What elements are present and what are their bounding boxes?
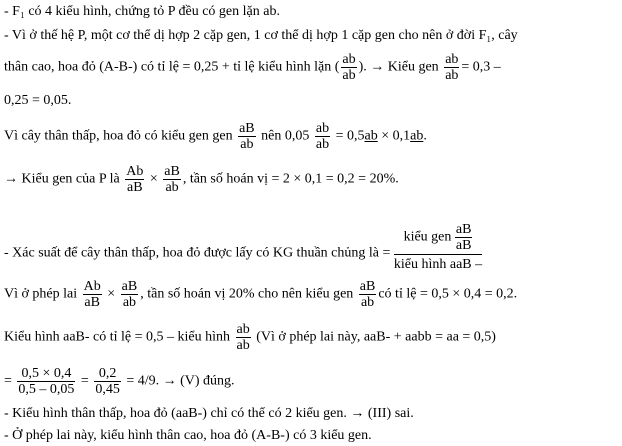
fraction-ab-ab: $\frac{ab}{ab}$ (236, 322, 250, 353)
fraction-probability: kiểu gen $\frac{aB}{aB}$ kiểu hình aaB – (393, 222, 483, 272)
fraction-aB-ab: $\frac{aB}{ab}$ (239, 121, 255, 152)
line-11: - Kiểu hình thân thấp, hoa đỏ (aaB-) chỉ có thể có 2 kiểu gen. → (III) sai. (4, 406, 414, 421)
line-12: - Ở phép lai này, kiểu hình thân cao, hoa đỏ (A-B-) có 3 kiểu gen. (4, 428, 372, 443)
fraction-aB-ab: $\frac{aB}{ab}$ (164, 164, 180, 195)
line-9: Kiểu hình aaB- có tỉ lệ = 0,5 – kiểu hình $\frac{ab}{ab}$ (Vì ở phép lai này, aaB- + aabb = aa = 0,5) (4, 322, 496, 353)
line-10: = $\frac{0,5 \times 0,4}{0,5 - 0,05}$ = $\frac{0,2}{0,45}$ = 4/9. → (V) đúng. (4, 366, 235, 397)
fraction-Ab-aB: $\frac{Ab}{aB}$ (126, 164, 144, 195)
fraction-aB-aB: $\frac{aB}{aB}$ (455, 222, 472, 253)
fraction-ab-ab: $\frac{ab}{ab}$ (315, 121, 330, 152)
line-8: Vì ở phép lai $\frac{Ab}{aB}$ × $\frac{aB}{ab}$ , tần số hoán vị 20% cho nên kiểu gen $\frac{aB}{ab}$ có tỉ lệ = 0,5 × 0,4 = 0,2. (4, 279, 518, 310)
fraction-Ab-aB: $\frac{Ab}{aB}$ (83, 279, 101, 310)
fraction-aB-ab: $\frac{aB}{ab}$ (359, 279, 376, 310)
line-6: → Kiểu gen của P là $\frac{Ab}{aB}$ × $\frac{aB}{ab}$ , tần số hoán vị = 2 × 0,1 = 0,2 = 20%. (4, 164, 399, 195)
line-7: - Xác suất để cây thân thấp, hoa đỏ được lấy có KG thuần chủng là = kiểu gen $\frac{aB}{aB}$ kiểu hình aaB – (4, 222, 483, 272)
fraction-ab-ab: $\frac{ab}{ab}$ (445, 52, 459, 83)
line-2: - Vì ở thế hệ P, một cơ thể dị hợp 2 cặp gen, 1 cơ thể dị hợp 1 cặp gen cho nên ở đời F₁, cây (4, 28, 518, 43)
fraction-aB-ab: $\frac{aB}{ab}$ (121, 279, 138, 310)
fraction-ab-ab: $\frac{ab}{ab}$ (342, 52, 356, 83)
fraction-1: $\frac{0,5 \times 0,4}{0,5 - 0,05}$ (18, 366, 75, 397)
fraction-2: $\frac{0,2}{0,45}$ (95, 366, 120, 397)
line-3: thân cao, hoa đỏ (A-B-) có tỉ lệ = 0,25 + tỉ lệ kiểu hình lặn ( $\frac{ab}{ab}$ ). → Kiểu gen $\frac{ab}{ab}$ = 0,3 – (4, 52, 501, 83)
line-5: Vì cây thân thấp, hoa đỏ có kiểu gen gen $\frac{aB}{ab}$ nên 0,05 $\frac{ab}{ab}$ = 0,5ab × 0,1ab. (4, 121, 427, 152)
line-1: - F₁ có 4 kiểu hình, chứng tỏ P đều có gen lặn ab. (4, 4, 280, 19)
line-4: 0,25 = 0,05. (4, 93, 72, 108)
